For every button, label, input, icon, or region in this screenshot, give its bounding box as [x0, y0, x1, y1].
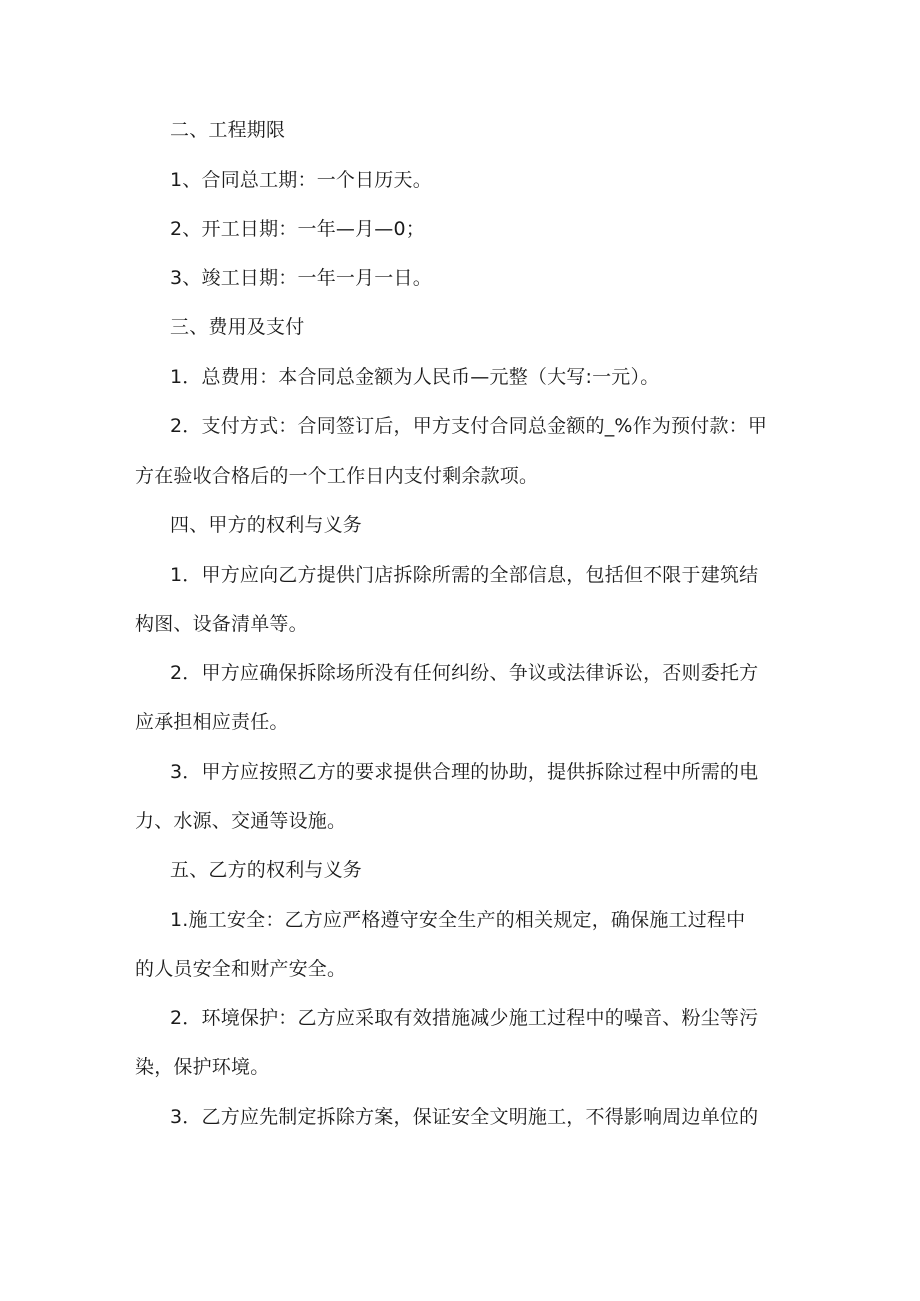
- paragraph-line: 2、开工日期：一年—月—0；: [170, 218, 425, 240]
- paragraph-line: 构图、设备清单等。: [135, 613, 308, 635]
- paragraph-line: 1、合同总工期：一个日历天。: [170, 169, 432, 191]
- paragraph-line: 力、水源、交通等设施。: [135, 810, 347, 832]
- paragraph-line: 3．甲方应按照乙方的要求提供合理的协助，提供拆除过程中所需的电: [170, 761, 759, 783]
- section-heading-party-b: 五、乙方的权利与义务: [170, 859, 363, 881]
- paragraph-line: 1．总费用：本合同总金额为人民币—元整（大写:一元）。: [170, 366, 660, 388]
- section-heading-payment: 三、费用及支付: [170, 316, 305, 338]
- paragraph-line: 1．甲方应向乙方提供门店拆除所需的全部信息，包括但不限于建筑结: [170, 564, 759, 586]
- paragraph-line: 2．甲方应确保拆除场所没有任何纠纷、争议或法律诉讼，否则委托方: [170, 662, 759, 684]
- paragraph-line: 应承担相应责任。: [135, 711, 289, 733]
- paragraph-line: 方在验收合格后的一个工作日内支付剩余款项。: [135, 465, 539, 487]
- paragraph-line: 2．支付方式：合同签订后，甲方支付合同总金额的_%作为预付款：甲: [170, 415, 768, 437]
- paragraph-line: 的人员安全和财产安全。: [135, 958, 347, 980]
- paragraph-line: 3．乙方应先制定拆除方案，保证安全文明施工，不得影响周边单位的: [170, 1106, 759, 1128]
- paragraph-line: 2．环境保护：乙方应采取有效措施减少施工过程中的噪音、粉尘等污: [170, 1007, 759, 1029]
- paragraph-line: 1.施工安全：乙方应严格遵守安全生产的相关规定，确保施工过程中: [170, 909, 746, 931]
- section-heading-party-a: 四、甲方的权利与义务: [170, 514, 363, 536]
- paragraph-line: 染，保护环境。: [135, 1056, 270, 1078]
- section-heading-schedule: 二、工程期限: [170, 119, 286, 141]
- paragraph-line: 3、竣工日期：一年一月一日。: [170, 267, 432, 289]
